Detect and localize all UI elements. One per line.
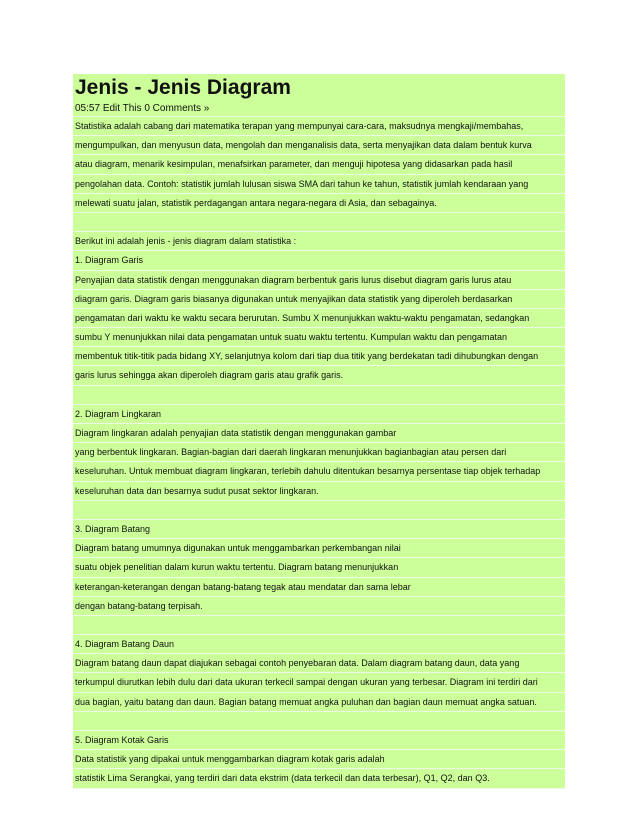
- post-title: Jenis - Jenis Diagram: [73, 74, 565, 101]
- text-line: Penyajian data statistik dengan menggunakan diagram berbentuk garis lurus disebut diagram garis lurus atau: [73, 271, 565, 290]
- text-line: 1. Diagram Garis: [73, 251, 565, 270]
- text-line: keterangan-keterangan dengan batang-batang tegak atau mendatar dan sama lebar: [73, 578, 565, 597]
- text-line: terkumpul diurutkan lebih dulu dari data ukuran terkecil sampai dengan ukuran yang terbesar. Diagram ini terdiri dari: [73, 673, 565, 692]
- text-line: dengan batang-batang terpisah.: [73, 597, 565, 616]
- text-line: Diagram batang umumnya digunakan untuk menggambarkan perkembangan nilai: [73, 539, 565, 558]
- post-meta: [73, 101, 565, 117]
- text-line: atau diagram, menarik kesimpulan, menafsirkan parameter, dan menguji hipotesa yang didasarkan pada hasil: [73, 155, 565, 174]
- text-line: 2. Diagram Lingkaran: [73, 405, 565, 424]
- post-body: [73, 117, 565, 789]
- text-line: Data statistik yang dipakai untuk menggambarkan diagram kotak garis adalah: [73, 750, 565, 769]
- text-line: [73, 712, 565, 731]
- edit-link[interactable]: Edit This: [102, 103, 142, 114]
- text-line: pengamatan dari waktu ke waktu secara berurutan. Sumbu X menunjukkan waktu-waktu pengamatan, sedangkan: [73, 309, 565, 328]
- text-line: statistik Lima Serangkai, yang terdiri dari data ekstrim (data terkecil dan data terbesar), Q1, Q2, dan Q3.: [73, 769, 565, 788]
- text-line: [73, 386, 565, 405]
- document-sheet: [73, 74, 565, 789]
- text-line: [73, 501, 565, 520]
- text-line: dua bagian, yaitu batang dan daun. Bagian batang memuat angka puluhan dan bagian daun memuat angka satuan.: [73, 693, 565, 712]
- text-line: 5. Diagram Kotak Garis: [73, 731, 565, 750]
- comments-link[interactable]: 0 Comments »: [144, 103, 210, 114]
- text-line: 4. Diagram Batang Daun: [73, 635, 565, 654]
- text-line: pengolahan data. Contoh: statistik jumlah lulusan siswa SMA dari tahun ke tahun, statistik jumlah kendaraan yang: [73, 175, 565, 194]
- text-line: membentuk titik-titik pada bidang XY, selanjutnya kolom dari tiap dua titik yang berdekatan tadi dihubungkan dengan: [73, 347, 565, 366]
- text-line: Statistika adalah cabang dari matematika terapan yang mempunyai cara-cara, maksudnya mengkaji/membahas,: [73, 117, 565, 136]
- text-line: yang berbentuk lingkaran. Bagian-bagian dari daerah lingkaran menunjukkan bagianbagian atau persen dari: [73, 443, 565, 462]
- text-line: suatu objek penelitian dalam kurun waktu tertentu. Diagram batang menunjukkan: [73, 558, 565, 577]
- text-line: Berikut ini adalah jenis - jenis diagram dalam statistika :: [73, 232, 565, 251]
- text-line: melewati suatu jalan, statistik perdagangan antara negara-negara di Asia, dan sebagainya.: [73, 194, 565, 213]
- text-line: diagram garis. Diagram garis biasanya digunakan untuk menyajikan data statistik yang diperoleh berdasarkan: [73, 290, 565, 309]
- text-line: keseluruhan data dan besarnya sudut pusat sektor lingkaran.: [73, 482, 565, 501]
- text-line: Diagram batang daun dapat diajukan sebagai contoh penyebaran data. Dalam diagram batang daun, data yang: [73, 654, 565, 673]
- text-line: [73, 616, 565, 635]
- text-line: keseluruhan. Untuk membuat diagram lingkaran, terlebih dahulu ditentukan besarnya persentase tiap objek terhadap: [73, 462, 565, 481]
- text-line: sumbu Y menunjukkan nilai data pengamatan untuk suatu waktu tertentu. Kumpulan waktu dan pengamatan: [73, 328, 565, 347]
- post-time: 05:57: [75, 103, 101, 114]
- text-line: garis lurus sehingga akan diperoleh diagram garis atau grafik garis.: [73, 366, 565, 385]
- text-line: [73, 213, 565, 232]
- text-line: Diagram lingkaran adalah penyajian data statistik dengan menggunakan gambar: [73, 424, 565, 443]
- text-line: mengumpulkan, dan menyusun data, mengolah dan menganalisis data, serta menyajikan data dalam bentuk kurva: [73, 136, 565, 155]
- text-line: 3. Diagram Batang: [73, 520, 565, 539]
